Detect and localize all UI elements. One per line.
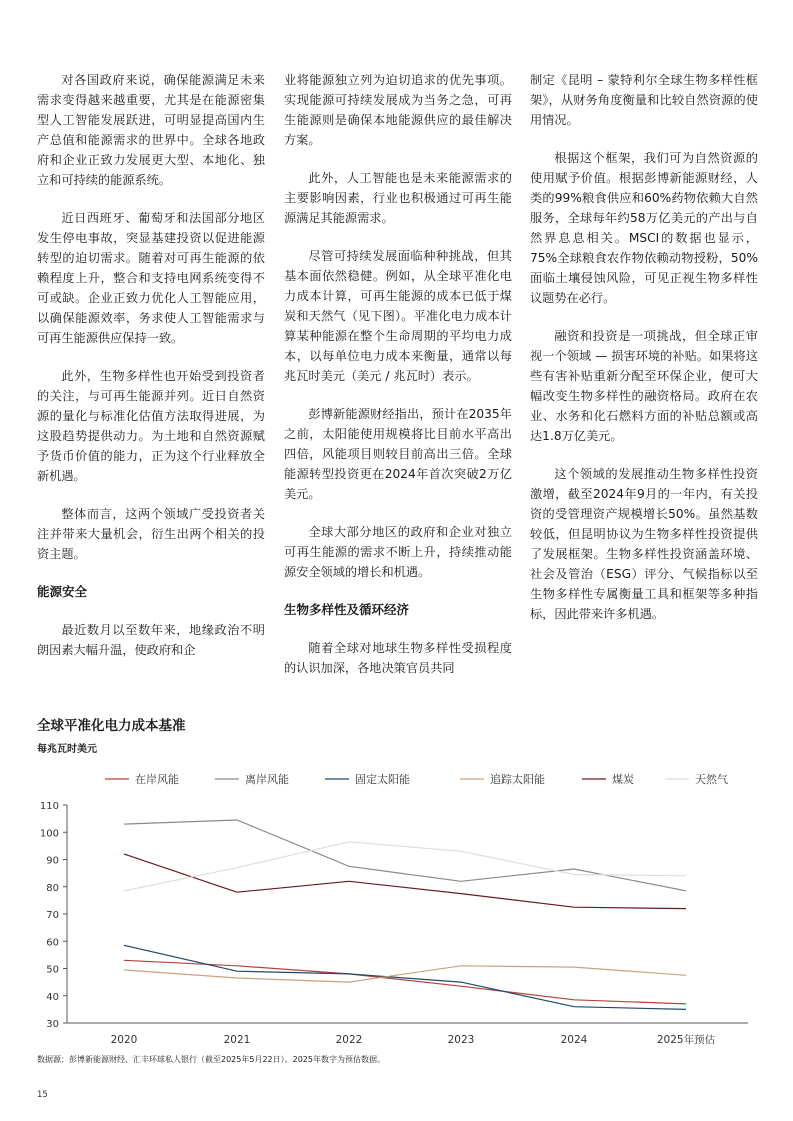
text-column-1 (37, 70, 265, 678)
section-heading: 能源安全 (37, 584, 88, 599)
y-tick-label: 110 (39, 801, 59, 812)
y-tick-label: 90 (46, 855, 59, 867)
y-tick-label: 60 (46, 937, 59, 949)
y-tick-label: 50 (46, 964, 59, 976)
series-line (124, 842, 686, 891)
body-paragraph: 全球大部分地区的政府和企业对独立可再生能源的需求不断上升，持续推动能源安全领域的增长和机遇。 (284, 525, 512, 579)
section-heading: 生物多样性及循环经济 (284, 602, 410, 617)
source-note: 数据源：彭博新能源财经、汇丰环球私人银行（截至2025年5月22日）。2025年数字为预估数据。 (37, 1055, 385, 1064)
legend-label: 离岸风能 (245, 773, 289, 786)
x-tick-label: 2023 (447, 1034, 475, 1046)
body-paragraph: 此外，人工智能也是未来能源需求的主要影响因素，行业也积极通过可再生能源满足其能源需求。 (284, 171, 512, 225)
body-paragraph: 尽管可持续发展面临种种挑战，但其基本面依然稳健。例如，从全球平准化电力成本计算，可再生能源的成本已低于煤炭和天然气（见下图）。平准化电力成本计算某种能源在整个生命周期的平均电力成本，以每单位电力成本来衡量，通常以每兆瓦时美元（美元 / 兆瓦时）表示。 (284, 249, 512, 383)
body-paragraph: 近日西班牙、葡萄牙和法国部分地区发生停电事故，突显基建投资以促进能源转型的迫切需求。随着对可再生能源的依赖程度上升，整合和支持电网系统变得不可或缺。企业正致力优化人工智能应用，以确保能源效率，务求使人工智能需求与可再生能源供应保持一致。 (37, 211, 265, 345)
series-line (124, 945, 686, 1009)
series-line (124, 960, 686, 1004)
y-tick-label: 70 (46, 910, 59, 921)
body-paragraph: 彭博新能源财经指出，预计在2035年之前，太阳能使用规模将比目前水平高出四倍，风能项目则较目前高出三倍。全球能源转型投资更在2024年首次突破2万亿美元。 (284, 407, 512, 501)
series-line (124, 820, 686, 891)
y-tick-label: 100 (39, 828, 59, 840)
legend-label: 天然气 (695, 773, 728, 786)
x-tick-label: 2021 (223, 1034, 251, 1046)
y-tick-label: 40 (46, 991, 59, 1003)
body-paragraph: 对各国政府来说，确保能源满足未来需求变得越来越重要，尤其是在能源密集型人工智能发展跃进，可明显提高国内生产总值和能源需求的世界中。全球各地政府和企业正致力发展更大型、本地化、独立和可持续的能源系统。 (37, 73, 265, 187)
body-paragraph: 随着全球对地球生物多样性受损程度的认识加深，各地决策官员共同 (284, 641, 512, 675)
x-tick-label: 2025年预估 (656, 1034, 716, 1046)
text-column-2 (284, 70, 512, 696)
x-tick-label: 2022 (335, 1034, 363, 1046)
legend-label: 追踪太阳能 (490, 773, 545, 786)
body-paragraph: 业将能源独立列为迫切追求的优先事项。实现能源可持续发展成为当务之急，可再生能源则是确保本地能源供应的最佳解决方案。 (284, 73, 512, 147)
legend-label: 固定太阳能 (355, 773, 410, 786)
series-line (124, 854, 686, 909)
body-paragraph: 整体而言，这两个领域广受投资者关注并带来大量机会，衍生出两个相关的投资主题。 (37, 507, 265, 561)
x-tick-label: 2024 (560, 1034, 588, 1046)
text-column-3 (530, 70, 758, 642)
page-number: 15 (37, 1090, 48, 1100)
body-paragraph: 此外，生物多样性也开始受到投资者的关注，与可再生能源并列。近日自然资源的量化与标准化估值方法取得进展，为这股趋势提供动力。为土地和自然资源赋予货币价值的能力，正为这个行业释放全新机遇。 (37, 369, 265, 483)
chart-title: 全球平准化电力成本基准 (37, 718, 186, 734)
chart-subtitle: 每兆瓦时美元 (37, 744, 97, 755)
y-tick-label: 80 (46, 882, 59, 894)
x-tick-label: 2020 (110, 1034, 138, 1046)
lcoe-line-chart (0, 760, 793, 1050)
body-paragraph: 制定《昆明 – 蒙特利尔全球生物多样性框架》，从财务角度衡量和比较自然资源的使用情况。 (530, 73, 758, 127)
body-paragraph: 融资和投资是一项挑战，但全球正审视一个领域 — 损害环境的补贴。如果将这些有害补贴重新分配至环保企业，便可大幅改变生物多样性的融资格局。政府在农业、水务和化石燃料方面的补贴总额或高达1.8万亿美元。 (530, 329, 758, 443)
body-paragraph: 根据这个框架，我们可为自然资源的使用赋予价值。根据彭博新能源财经，人类的99%粮食供应和60%药物依赖大自然服务，全球每年约58万亿美元的产出与自然界息息相关。MSCI的数据也显示，75%全球粮食农作物依赖动物授粉，50%面临土壤侵蚀风险，可见正视生物多样性议题势在必行。 (530, 151, 758, 305)
legend-label: 煤炭 (612, 773, 634, 786)
y-tick-label: 30 (46, 1019, 59, 1030)
legend-label: 在岸风能 (135, 773, 179, 786)
body-paragraph: 最近数月以至数年来，地缘政治不明朗因素大幅升温，使政府和企 (37, 623, 265, 657)
body-paragraph: 这个领域的发展推动生物多样性投资激增，截至2024年9月的一年内，有关投资的受管理资产规模增长50%。虽然基数较低，但昆明协议为生物多样性投资提供了发展框架。生物多样性投资涵盖环境、社会及管治（ESG）评分、气候指标以至生物多样性专属衡量工具和框架等多种指标，因此带来许多机遇。 (530, 467, 758, 621)
